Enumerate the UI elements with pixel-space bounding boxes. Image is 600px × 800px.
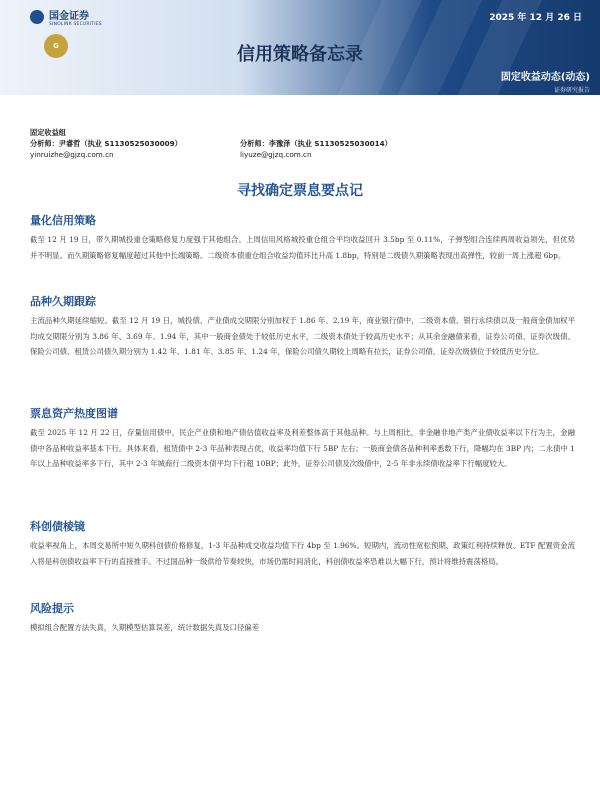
report-date: 2025 年 12 月 26 日 <box>489 13 582 23</box>
report-subtype: 固定收益动态(动态) <box>500 72 590 83</box>
seal-icon: G <box>44 34 68 58</box>
section-body: 截至 12 月 19 日，带久期城投重仓策略修复力度强于其他组合。上周信用风格城投重仓组合平均收益回升 3.5bp 至 0.11%，子弹型组合连续两周收益领先，但优势并不明显。而久期策略修复幅度超过其他中长端策略。二级资本债重仓组合收益均值环比升高 1.8bp，特别是二级债久期策略表现出高弹性，较前一周上涨超 6bp。 <box>30 235 575 260</box>
section-body: 模拟组合配置方法失真，久期模型估算误差，统计数据失真及口径偏差 <box>30 623 260 632</box>
section-duration-tracking <box>30 293 575 360</box>
logo-icon <box>30 10 44 24</box>
section-body: 截至 2025 年 12 月 22 日，存量信用债中，民企产业债和地产债估值收益率及利差整体高于其他品种。与上周相比，非金融非地产类产业债收益率以下行为主，金融债中各品种收益率基本下行。具体来看，租赁债中 2-3 年品种表现占优，收益率均值下行 5BP 左右；一般商金债各品种利率悉数下行，降幅均在 3BP 内；二永债中 1 年以上品种收益率多下行，其中 2-3 年城商行二级资本债平均下行超 10BP；此外，证券公司债及次级债中，2-5 年非永续债收益率下行幅度较大。 <box>30 428 575 468</box>
report-title: 信用策略备忘录 <box>237 44 363 65</box>
section-heading: 科创债棱镜 <box>30 520 85 533</box>
brand-name-en: SINOLINK SECURITIES <box>49 22 102 27</box>
section-body: 主流品种久期延续缩短。截至 12 月 19 日，城投债、产业债成交期限分别加权于 1.86 年、2.19 年，商业银行债中，二级资本债、银行永续债以及一般商金债加权平均成交期限分别为 3.86 年、3.69 年、1.94 年，其中一般商金债处于较低历史水平，二级资本债处于较高历史水平；从其余金融债来看，证券公司债、证券次级债、保险公司债、租赁公司债久期分别为 1.42 年、1.81 年、3.85 年、1.24 年，保险公司债久期较上周略有拉长，证券公司债、证券次级债位于较低历史分位。 <box>30 316 575 356</box>
section-body: 收益率视角上，本周交易所中短久期科创债价格修复，1-3 年品种成交收益均值下行 4bp 至 1.96%。短期内，流动性宽松预期、政策红利持续释放、ETF 配置资金流入将是科创债收益率下行的直接推手。不过国品种一级供给节奏较快，市场仍需时间消化，科创债收益率恐难以大幅下行，预计将维持震荡格局。 <box>30 541 575 566</box>
brand-name-cn: 国金证券 <box>49 11 89 22</box>
section-heading: 品种久期跟踪 <box>30 295 96 308</box>
section-heatmap <box>30 405 575 472</box>
analyst-block <box>30 127 450 160</box>
analyst-1: 分析师：尹睿哲（执业 S1130525030009） <box>30 139 182 148</box>
section-heading: 量化信用策略 <box>30 214 96 227</box>
brand-logo <box>30 7 102 27</box>
analyst-group: 固定收益组 <box>30 128 66 137</box>
analyst-2: 分析师：李豫泽（执业 S1130525030014） <box>240 139 392 148</box>
header-banner <box>0 0 600 95</box>
section-quant-strategy <box>30 212 575 263</box>
report-type: 证券研究报告 <box>553 87 590 94</box>
analyst-1-email[interactable]: yinruizhe@gjzq.com.cn <box>30 150 114 159</box>
document-title: 寻找确定票息要点记 <box>237 183 363 199</box>
section-heading: 票息资产热度图谱 <box>30 407 118 420</box>
section-risk <box>30 600 575 636</box>
section-heading: 风险提示 <box>30 602 74 615</box>
analyst-2-email[interactable]: liyuze@gjzq.com.cn <box>240 150 312 159</box>
section-tech-bond <box>30 518 575 569</box>
